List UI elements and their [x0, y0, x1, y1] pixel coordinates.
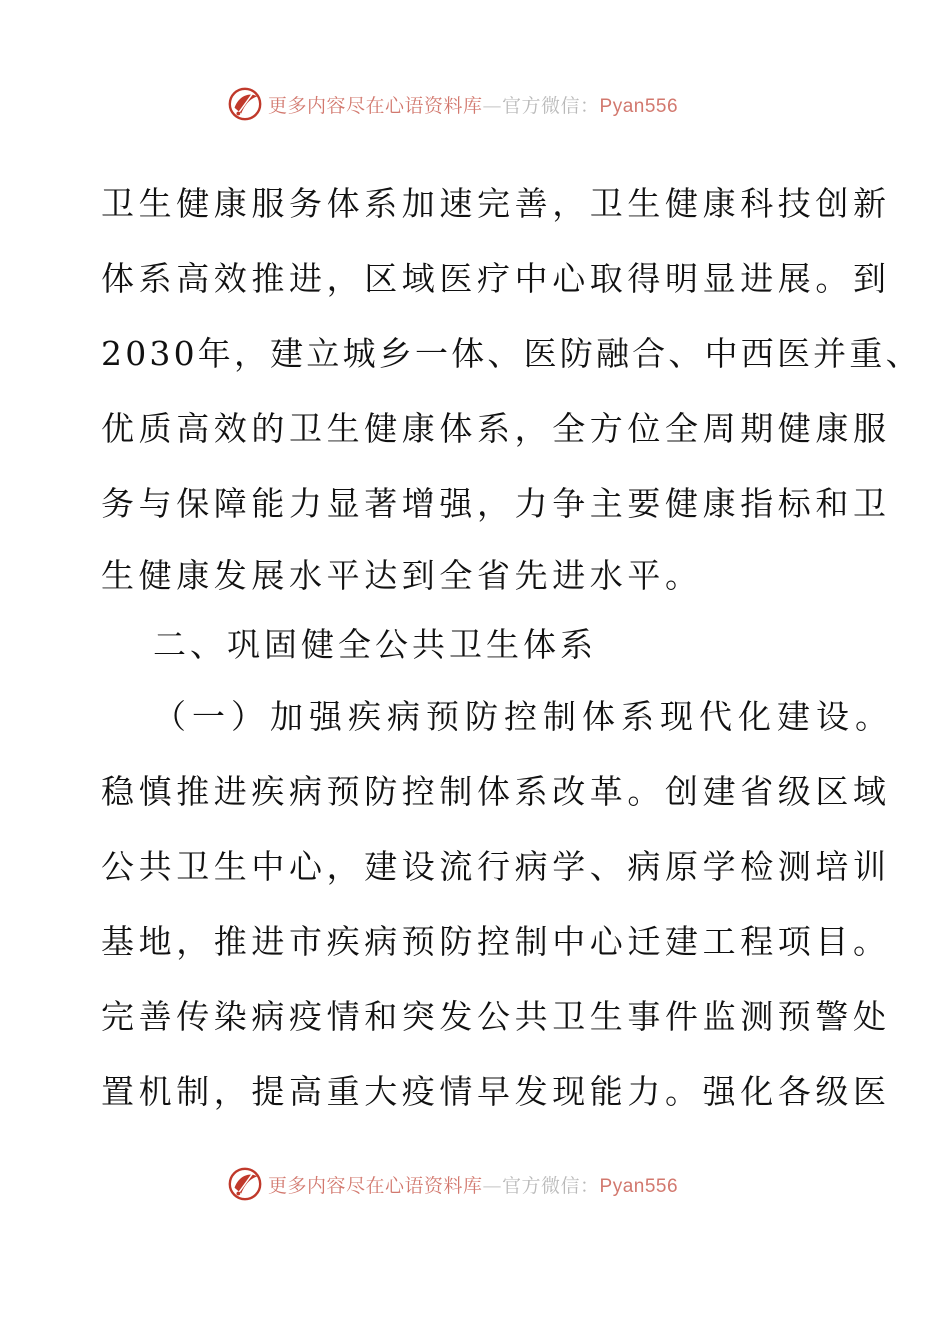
watermark-text: 更多内容尽在心语资料库—官方微信：Pyan556 [268, 94, 679, 117]
subsection-heading: （一）加强疾病预防控制体系现代化建设。 [153, 697, 894, 736]
text-line: 基地，推进市疾病预防控制中心迁建工程项目。 [101, 922, 891, 961]
text-line: 务与保障能力显著增强，力争主要健康指标和卫 [101, 484, 891, 523]
text-line: 体系高效推进，区域医疗中心取得明显进展。到 [101, 259, 891, 298]
logo-icon [226, 1165, 264, 1203]
text-line: 优质高效的卫生健康体系，全方位全周期健康服 [101, 409, 891, 448]
watermark-header [226, 84, 678, 124]
text-line: 稳慎推进疾病预防控制体系改革。创建省级区域 [101, 772, 891, 811]
watermark-text: 更多内容尽在心语资料库—官方微信：Pyan556 [268, 1174, 679, 1197]
document-body [101, 166, 922, 1129]
watermark-footer [226, 1164, 678, 1204]
text-line: 2030年，建立城乡一体、医防融合、中西医并重、 [101, 334, 922, 373]
text-line: 完善传染病疫情和突发公共卫生事件监测预警处 [101, 997, 891, 1036]
text-line: 卫生健康服务体系加速完善，卫生健康科技创新 [101, 184, 891, 223]
text-line: 公共卫生中心，建设流行病学、病原学检测培训 [101, 847, 891, 886]
logo-icon [226, 85, 264, 123]
text-line: 生健康发展水平达到全省先进水平。 [101, 556, 703, 595]
section-heading: 二、巩固健全公共卫生体系 [153, 625, 597, 664]
text-line: 置机制，提高重大疫情早发现能力。强化各级医 [101, 1072, 891, 1111]
